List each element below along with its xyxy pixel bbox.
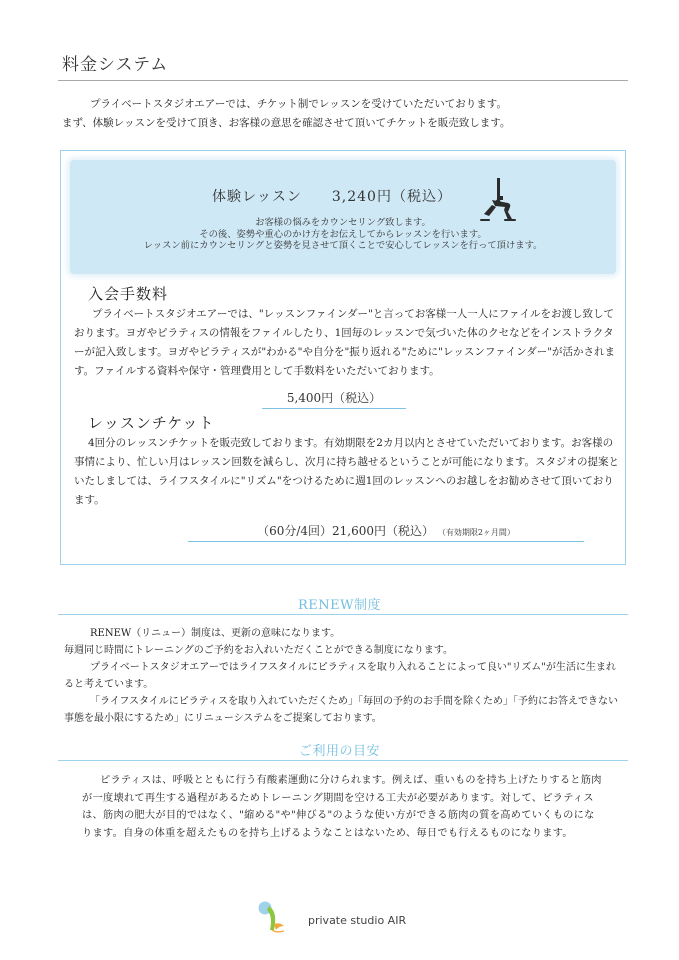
- ticket-price: （60分/4回）21,600円（税込）: [257, 524, 434, 538]
- intro-text: [62, 95, 622, 133]
- ticket-price-line: [188, 522, 584, 542]
- guide-divider: [58, 760, 628, 761]
- guide-text: [82, 772, 602, 842]
- ticket-text: [74, 434, 622, 510]
- trial-line: その後、姿勢や重心のかけ方をお伝えしてからレッスンを行います。: [199, 228, 487, 240]
- trial-lesson-description: [70, 217, 616, 252]
- renew-heading: RENEW制度: [297, 598, 381, 613]
- guide-paragraph: ピラティスは、呼吸とともに行う有酸素運動に分けられます。例えば、重いものを持ち上げたりすると筋肉が一度壊れて再生する過程があるためトレーニング期間を空ける工夫が必要があります。対して、ピラティスは、筋肉の肥大が目的ではなく、"縮める"や"伸びる"のような使い方ができる筋肉の質を高めていくものになります。自身の体重を超えたものを持ち上げるようなことはないため、毎日でも行えるものになります。: [82, 775, 602, 839]
- trial-lesson-heading: 体験レッスン 3,240円（税込）: [212, 189, 452, 205]
- ticket-paragraph: 4回分のレッスンチケットを販売致しております。有効期限を2カ月以内とさせていただいております。お客様の事情により、忙しい月はレッスン回数を減らし、次月に持ち越せるということが可能になります。スタジオの提案といたしましては、ライフスタイルに"リズム"をつけるために週1回のレッスンへのお越しをお勧めさせて頂いております。: [74, 437, 620, 506]
- trial-line: レッスン前にカウンセリングと姿勢を見させて頂くことで安心してレッスンを行って頂けます。: [143, 240, 543, 251]
- guide-heading: ご利用の目安: [298, 744, 380, 759]
- ticket-heading: レッスンチケット: [88, 414, 215, 432]
- renew-line: RENEW（リニュー）制度は、更新の意味になります。: [90, 628, 341, 639]
- studio-air-logo: [256, 900, 296, 936]
- renew-line: プライベートスタジオエアーではライフスタイルにピラティスを取り入れることによって良い"リズム"が生活に生まれると考えています。: [64, 662, 616, 690]
- renew-line: 「ライフスタイルにピラティスを取り入れていただくため」「毎回の予約のお手間を除くため」「予約にお答えできない事態を最小限にするため」にリニューシステムをご提案しております。: [64, 696, 618, 724]
- ticket-price-note: （有効期限2ヶ月間）: [437, 528, 515, 537]
- admission-price: 5,400円（税込）: [262, 389, 406, 409]
- admission-paragraph: プライベートスタジオエアーでは、"レッスンファインダー"と言ってお客様一人一人にファイルをお渡し致しております。ヨガやピラティスの情報をファイルしたり、1回毎のレッスンで気づいた体のクセなどをインストラクターが記入致します。ヨガやピラティスが"わかる"や自分を"振り返れる"ために"レッスンファインダー"が活かされます。ファイルする資料や保守・管理費用として手数料をいただいております。: [74, 308, 616, 377]
- admission-text: [74, 305, 622, 381]
- trial-line: お客様の悩みをカウンセリング致します。: [255, 217, 431, 228]
- renew-divider: [58, 614, 628, 615]
- pilates-pose-icon: [478, 176, 520, 222]
- footer-studio-name: private studio AIR: [308, 914, 407, 927]
- admission-heading: 入会手数料: [88, 285, 169, 303]
- renew-text: [64, 625, 624, 727]
- page-title: 料金システム: [62, 55, 169, 75]
- intro-line: まず、体験レッスンを受けて頂き、お客様の意思を確認させて頂いてチケットを販売致します。: [62, 117, 511, 129]
- intro-line: プライベートスタジオエアーでは、チケット制でレッスンを受けていただいております。: [90, 98, 507, 110]
- title-divider: [58, 80, 628, 81]
- renew-line: 毎週同じ時間にトレーニングのご予約をお入れいただくことができる制度になります。: [64, 645, 453, 656]
